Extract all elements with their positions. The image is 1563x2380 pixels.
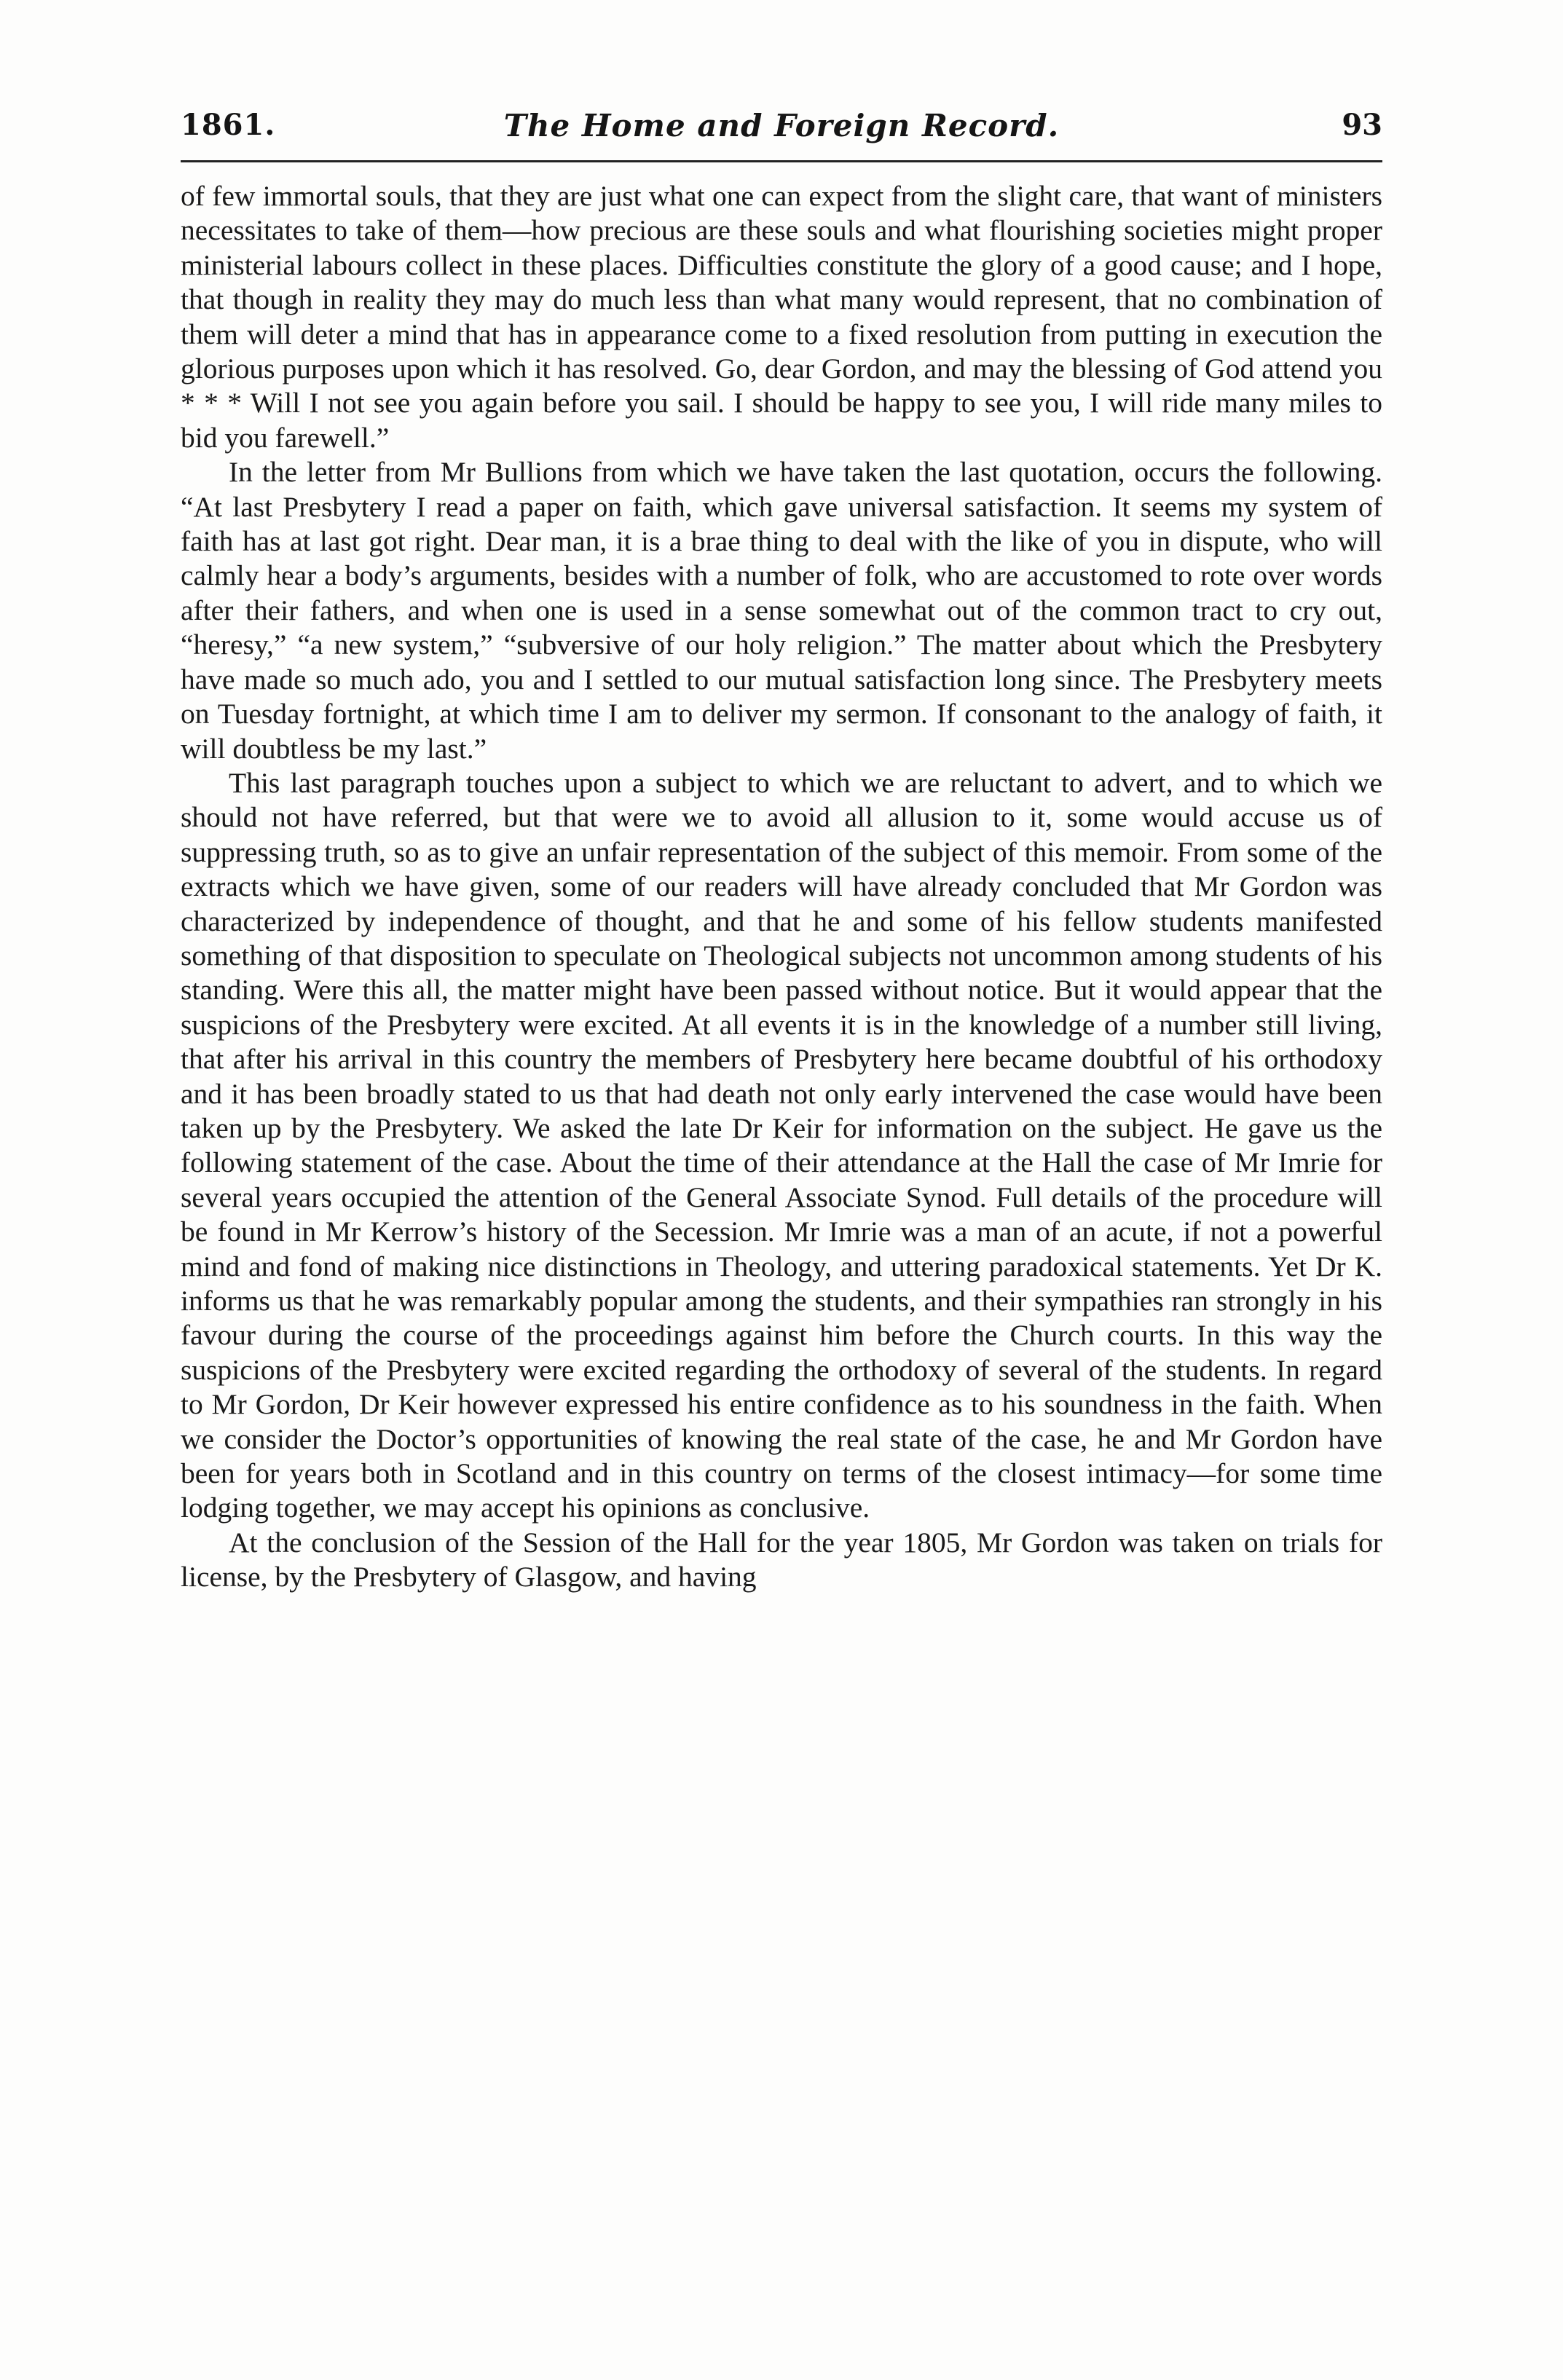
- header-rule: [181, 160, 1382, 162]
- paragraph-3: This last paragraph touches upon a subject to which we are reluctant to advert, and to which we should not have referred, but that were we to avoid all allusion to it, some would accuse us of suppressing truth, so as to give an unfair representation of the subject of this memoir. From some of the extracts which we have given, some of our readers will have already concluded that Mr Gordon was characterized by independence of thought, and that he and some of his fellow students manifested something of that disposition to speculate on Theological subjects not uncommon among students of his standing. Were this all, the matter might have been passed without notice. But it would appear that the suspicions of the Presbytery were excited. At all events it is in the knowledge of a number still living, that after his arrival in this country the members of Presbytery here became doubtful of his orthodoxy and it has been broadly stated to us that had death not only early intervened the case would have been taken up by the Presbytery. We asked the late Dr Keir for information on the subject. He gave us the following statement of the case. About the time of their attendance at the Hall the case of Mr Imrie for several years occupied the attention of the General Associate Synod. Full details of the procedure will be found in Mr Kerrow’s history of the Secession. Mr Imrie was a man of an acute, if not a powerful mind and fond of making nice distinctions in Theology, and uttering paradoxical statements. Yet Dr K. informs us that he was remarkably popular among the students, and their sympathies ran strongly in his favour during the course of the proceedings against him before the Church courts. In this way the suspicions of the Presbytery were excited regarding the orthodoxy of several of the students. In regard to Mr Gordon, Dr Keir however expressed his entire confidence as to his soundness in the faith. When we consider the Doctor’s opportunities of knowing the real state of the case, he and Mr Gordon have been for years both in Scotland and in this country on terms of the closest intimacy—for some time lodging together, we may accept his opinions as conclusive.: [181, 766, 1382, 1524]
- header-year: 1861.: [181, 108, 276, 142]
- body-text: [181, 179, 1382, 1595]
- paragraph-2: In the letter from Mr Bullions from which we have taken the last quotation, occurs the following. “At last Presbytery I read a paper on faith, which gave universal satisfaction. It seems my system of faith has at last got right. Dear man, it is a brae thing to deal with the like of you in dispute, who will calmly hear a body’s arguments, besides with a number of folk, who are accustomed to rote over words after their fathers, and when one is used in a sense somewhat out of the common tract to cry out, “heresy,” “a new system,” “subversive of our holy religion.” The matter about which the Presbytery have made so much ado, you and I settled to our mutual satisfaction long since. The Presbytery meets on Tuesday fortnight, at which time I am to deliver my sermon. If consonant to the analogy of faith, it will doubtless be my last.”: [181, 456, 1382, 765]
- running-header: [181, 108, 1382, 151]
- header-title: The Home and Foreign Record.: [503, 108, 1060, 143]
- page-number: 93: [1342, 108, 1382, 142]
- paragraph-1: of few immortal souls, that they are just what one can expect from the slight care, that want of ministers necessitates to take of them—how precious are these souls and what flourishing societies might proper ministerial labours collect in these places. Difficulties constitute the glory of a good cause; and I hope, that though in reality they may do much less than what many would represent, that no combination of them will deter a mind that has in appearance come to a fixed resolution from putting in execution the glorious purposes upon which it has resolved. Go, dear Gordon, and may the blessing of God attend you * * * Will I not see you again before you sail. I should be happy to see you, I will ride many miles to bid you farewell.”: [181, 180, 1382, 454]
- paragraph-4: At the conclusion of the Session of the Hall for the year 1805, Mr Gordon was taken on trials for license, by the Presbytery of Glasgow, and having: [181, 1526, 1382, 1593]
